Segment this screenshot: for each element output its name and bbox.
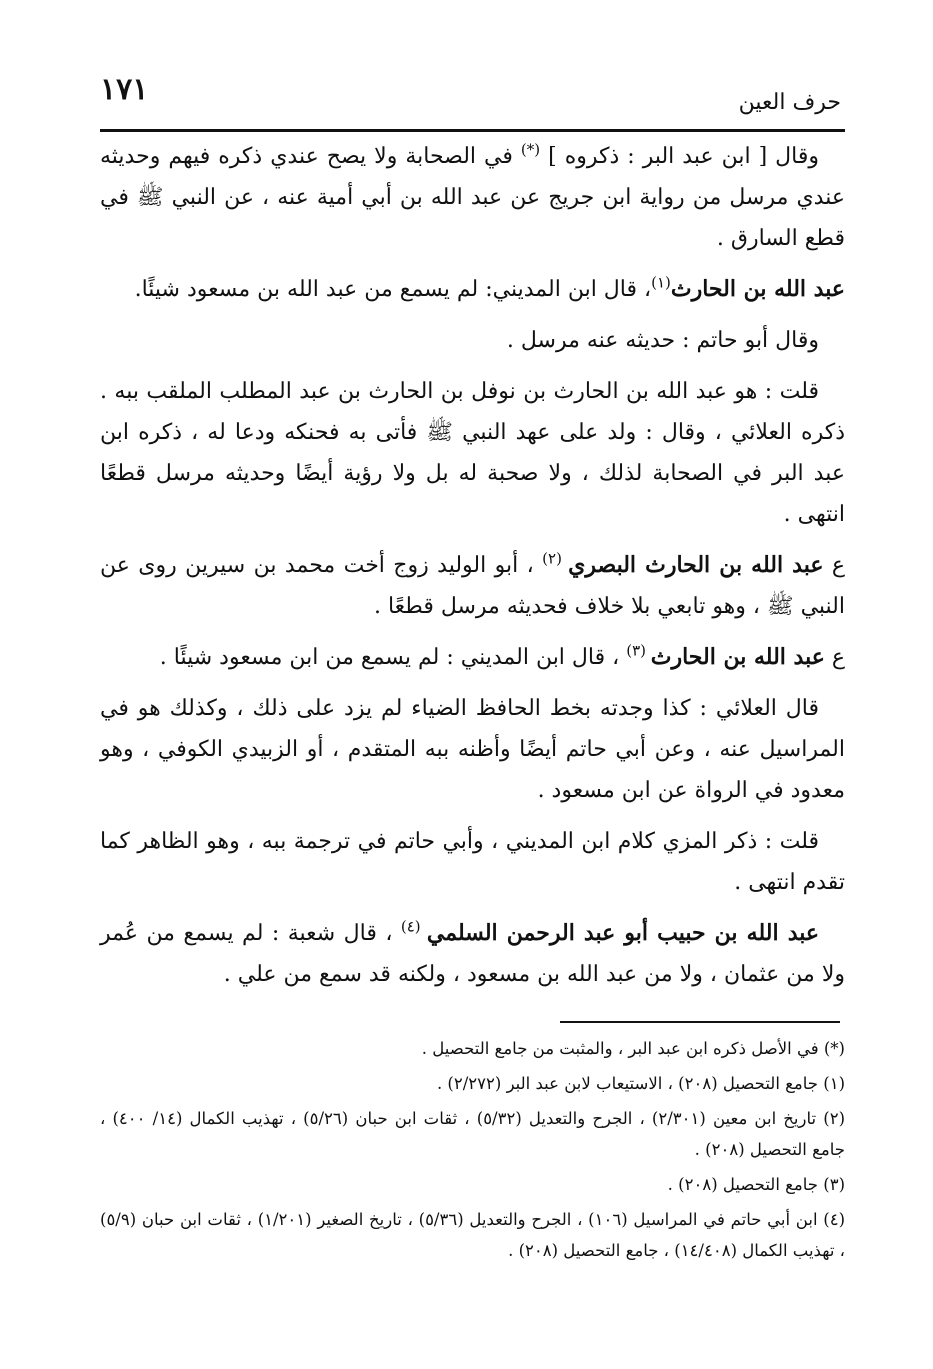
footnote: (٣) جامع التحصيل (٢٠٨) . xyxy=(667,1175,845,1194)
entry-name: عبد الله بن الحارث البصري xyxy=(568,552,824,578)
text-segment: في الصحابة ولا يصح عندي ذكره فيهم وحديثه عندي مرسل من رواية ابن جريج عن عبد الله بن أبي أمية عنه ، عن النبي ﷺ في قطع السارق . xyxy=(100,144,845,251)
entry-name: عبد الله بن الحارث xyxy=(650,644,825,670)
paragraph xyxy=(100,821,845,903)
header-rule xyxy=(100,129,845,132)
text-segment: قلت : هو عبد الله بن الحارث بن نوفل بن الحارث بن عبد المطلب الملقب ببه . ذكره العلائي ، وقال : ولد على عهد النبي ﷺ فأتى به فحنكه ودعا له ، ذكره ابن عبد البر في الصحابة لذلك ، ولا صحبة له بل ولا رؤية أيضًا وحديثه مرسل قطعًا انتهى . xyxy=(100,379,845,527)
text-segment: وقال [ ابن عبد البر : ذكروه ] xyxy=(540,144,819,169)
footnote: (*) في الأصل ذكره ابن عبد البر ، والمثبت من جامع التحصيل . xyxy=(421,1039,845,1058)
footnote-ref: (٢) xyxy=(542,549,569,568)
footnote-ref: (٤) xyxy=(400,917,427,936)
running-head: حرف العين xyxy=(738,90,841,115)
footnote: (٤) ابن أبي حاتم في المراسيل (١٠٦) ، الجرح والتعديل (٥/٣٦) ، تاريخ الصغير (١/٢٠١) ، ثقات ابن حبان (٥/٩) ، تهذيب الكمال (١٤/٤٠٨) ، جامع التحصيل (٢٠٨) . xyxy=(100,1210,846,1260)
footnote: (٢) تاريخ ابن معين (٢/٣٠١) ، الجرح والتعديل (٥/٣٢) ، ثقات ابن حبان (٥/٢٦) ، تهذيب الكمال (١٤/ ٤٠٠) ، جامع التحصيل (٢٠٨) . xyxy=(100,1109,845,1159)
footnote: (١) جامع التحصيل (٢٠٨) ، الاستيعاب لابن عبد البر (٢/٢٧٢) . xyxy=(436,1074,845,1093)
paragraph xyxy=(100,913,845,995)
text-segment: ، قال شعبة : لم يسمع من عُمر ولا من عثمان ، ولا من عبد الله بن مسعود ، ولكنه قد سمع من علي . xyxy=(100,921,845,987)
text-segment: ، قال ابن المديني: لم يسمع من عبد الله بن مسعود شيئًا. xyxy=(134,277,652,302)
entry-name: عبد الله بن الحارث xyxy=(670,276,845,302)
paragraph xyxy=(100,371,845,535)
paragraph xyxy=(100,320,845,361)
paragraph xyxy=(100,269,845,310)
text-segment: وقال أبو حاتم : حديثه عنه مرسل . xyxy=(506,328,819,353)
text-segment: قلت : ذكر المزي كلام ابن المديني ، وأبي حاتم في ترجمة ببه ، وهو الظاهر كما تقدم انتهى . xyxy=(100,829,845,895)
paragraph xyxy=(100,637,845,678)
main-text xyxy=(100,136,845,1005)
paragraph xyxy=(100,545,845,627)
footnote-rule xyxy=(560,1021,840,1023)
text-segment: قال العلائي : كذا وجدته بخط الحافظ الضياء لم يزد على ذلك ، وكذلك هو في المراسيل عنه ، وعن أبي حاتم أيضًا وأظنه ببه المتقدم ، أو الزبيدي الكوفي ، وهو معدود في الرواة عن ابن مسعود . xyxy=(100,696,845,803)
text-segment: ، أبو الوليد زوج أخت محمد بن سيرين روى عن النبي ﷺ ، وهو تابعي بلا خلاف فحديثه مرسل قطعًا . xyxy=(100,553,845,619)
paragraph xyxy=(100,688,845,811)
footnote-ref: (٣) xyxy=(626,641,651,660)
footnote-ref: (*) xyxy=(520,140,541,159)
page-number: ١٧١ xyxy=(100,72,149,107)
text-segment: ع xyxy=(824,645,845,670)
entry-name: عبد الله بن حبيب أبو عبد الرحمن السلمي xyxy=(426,920,820,946)
paragraph xyxy=(100,136,845,259)
text-segment: ع xyxy=(823,553,846,578)
text-segment: ، قال ابن المديني : لم يسمع من ابن مسعود شيئًا . xyxy=(159,645,627,670)
footnote-ref: (١) xyxy=(651,273,671,292)
footnotes xyxy=(100,1033,845,1270)
